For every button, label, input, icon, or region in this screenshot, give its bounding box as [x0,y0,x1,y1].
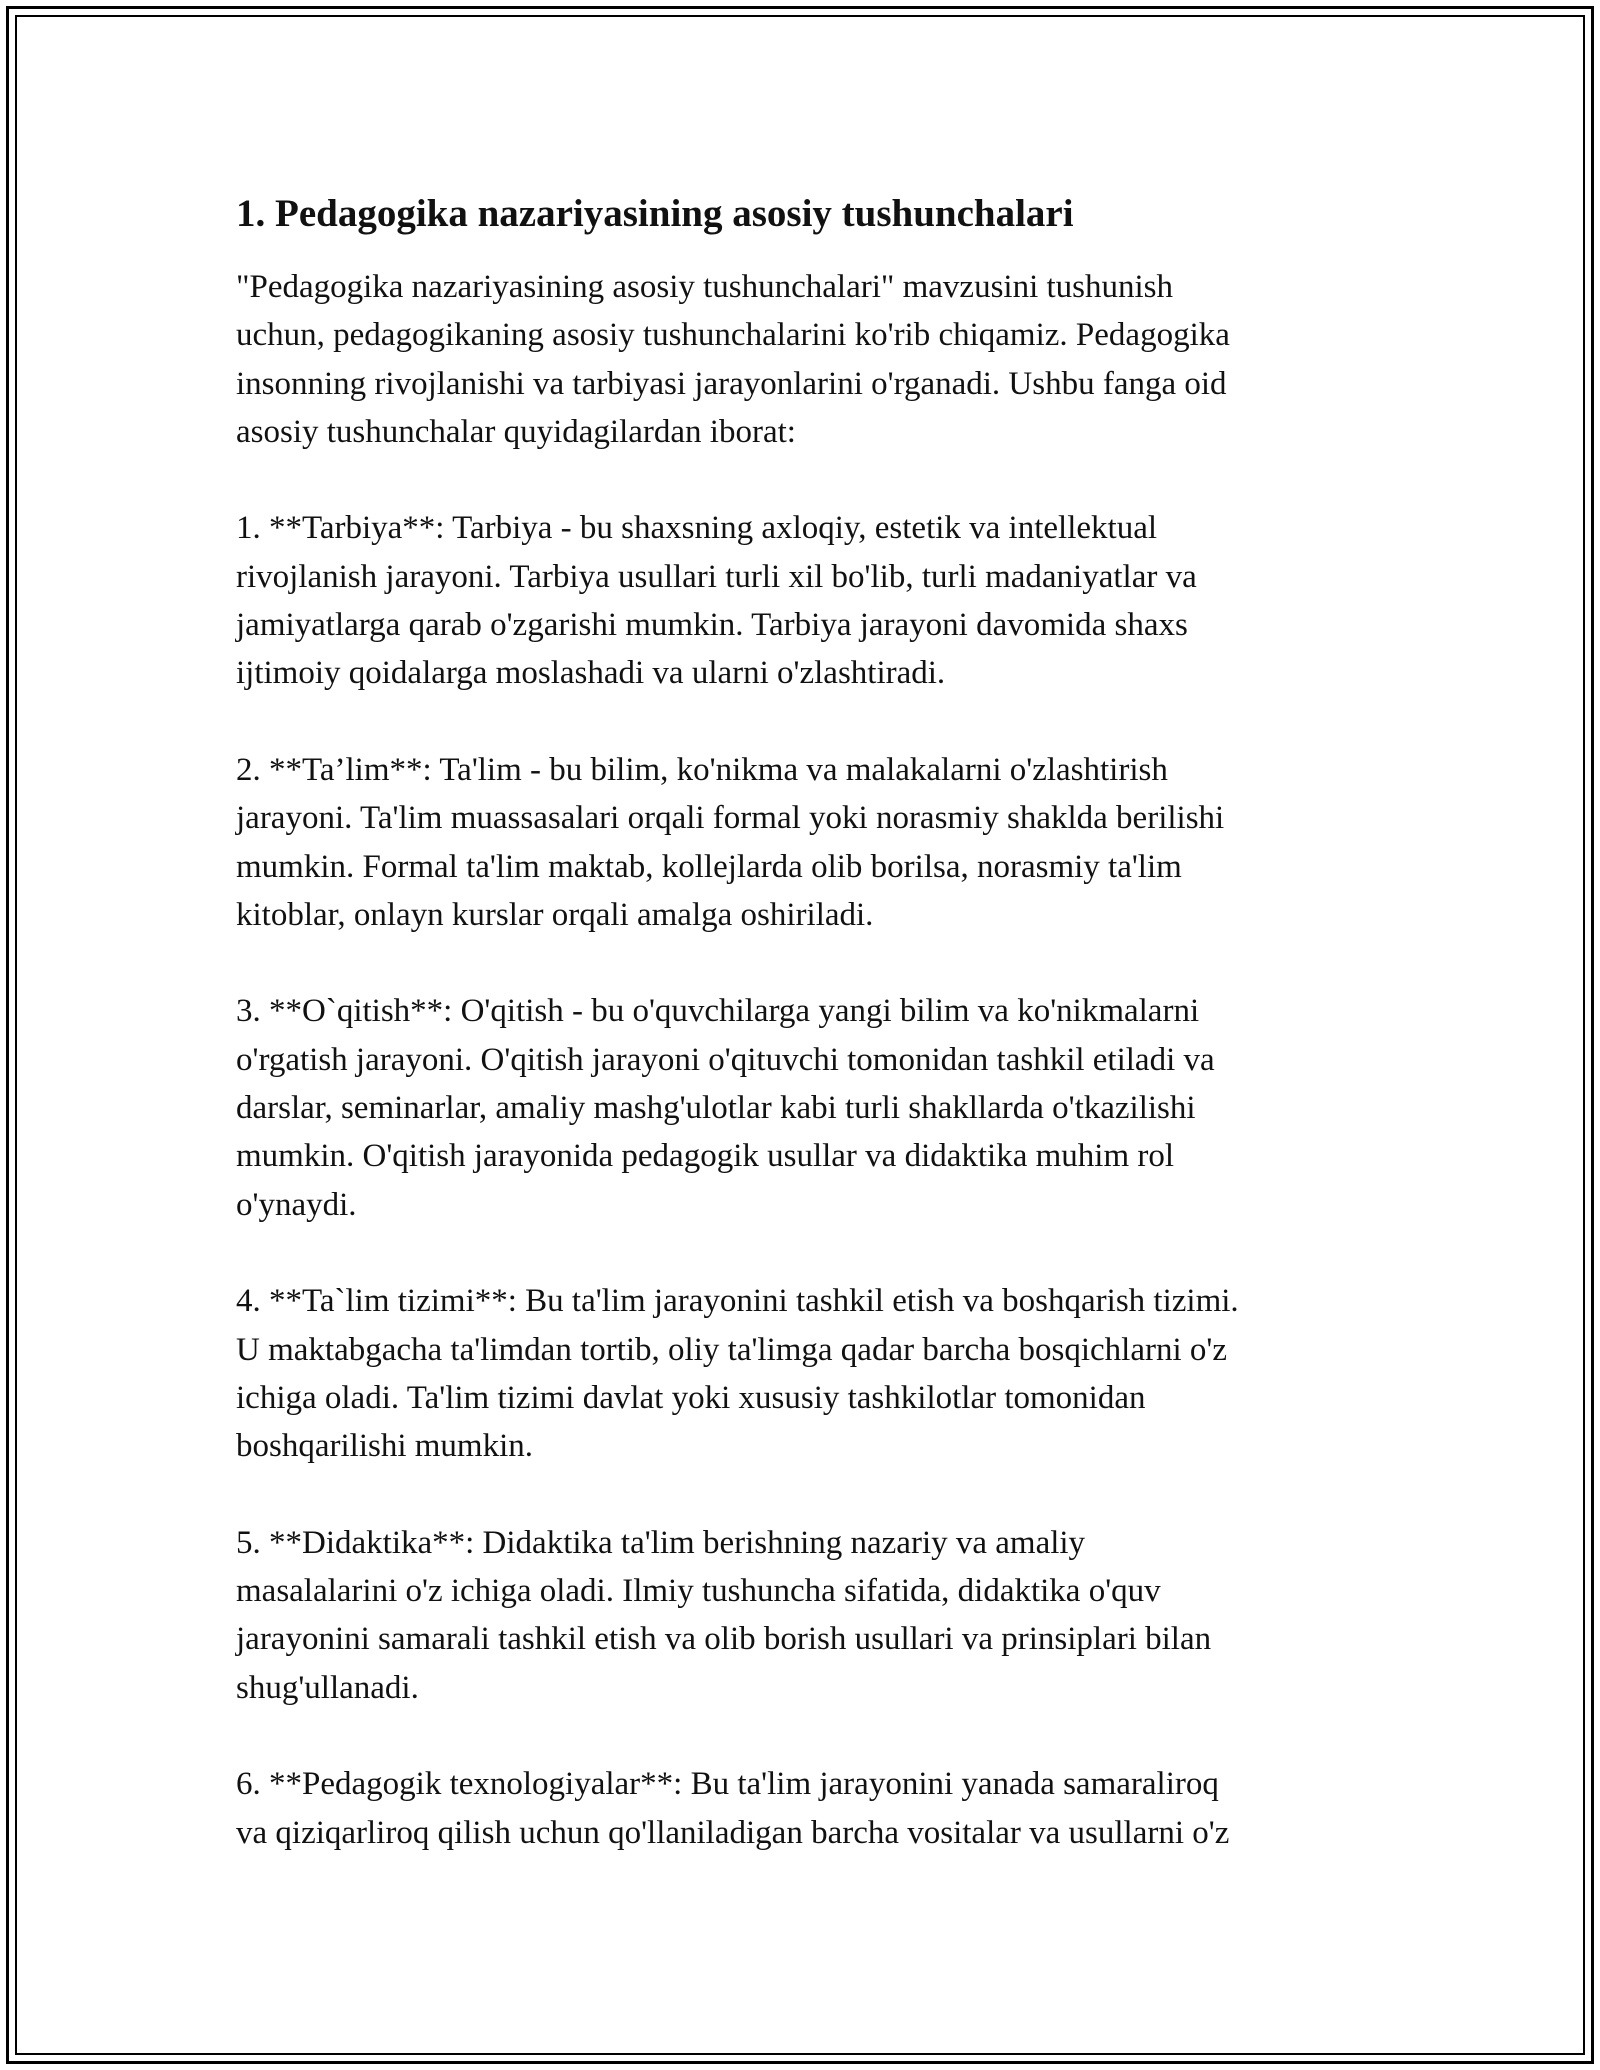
text-line: kitoblar, onlayn kurslar orqali amalga oshiriladi. [236,896,874,933]
text-line: masalalarini o'z ichiga oladi. Ilmiy tushuncha sifatida, didaktika o'quv [236,1573,1161,1610]
document-body [236,185,1366,1857]
text-line: darslar, seminarlar, amaliy mashg'ulotlar kabi turli shakllarda o'tkazilishi [236,1090,1196,1127]
paragraph-talim-tizimi [236,1277,1366,1470]
text-line: jarayoni. Ta'lim muassasalari orqali formal yoki norasmiy shaklda berilishi [236,800,1225,837]
document-title: 1. Pedagogika nazariyasining asosiy tushunchalari [236,192,1074,235]
intro-paragraph [236,263,1366,456]
text-line: jamiyatlarga qarab o'zgarishi mumkin. Tarbiya jarayoni davomida shaxs [236,607,1188,644]
paragraph-talim [236,746,1366,939]
text-line: 4. **Ta`lim tizimi**: Bu ta'lim jarayonini tashkil etish va boshqarish tizimi. [236,1283,1239,1320]
paragraph-pedagogik-texnologiyalar [236,1760,1366,1857]
text-line: o'ynaydi. [236,1186,357,1223]
text-line: ijtimoiy qoidalarga moslashadi va ularni o'zlashtiradi. [236,655,946,692]
paragraph-tarbiya [236,504,1366,697]
text-line: jarayonini samarali tashkil etish va olib borish usullari va prinsiplari bilan [236,1621,1212,1658]
text-line: 5. **Didaktika**: Didaktika ta'lim berishning nazariy va amaliy [236,1524,1086,1561]
text-line: boshqarilishi mumkin. [236,1428,533,1465]
text-line: shug'ullanadi. [236,1669,419,1706]
text-line: 6. **Pedagogik texnologiyalar**: Bu ta'lim jarayonini yanada samaraliroq [236,1766,1219,1803]
text-line: asosiy tushunchalar quyidagilardan iborat: [236,413,796,450]
text-line: 1. **Tarbiya**: Tarbiya - bu shaxsning axloqiy, estetik va intellektual [236,510,1158,547]
text-line: 3. **O`qitish**: O'qitish - bu o'quvchilarga yangi bilim va ko'nikmalarni [236,993,1200,1030]
paragraph-oqitish [236,987,1366,1228]
text-line: ichiga oladi. Ta'lim tizimi davlat yoki xususiy tashkilotlar tomonidan [236,1379,1146,1416]
text-line: 2. **Ta’lim**: Ta'lim - bu bilim, ko'nikma va malakalarni o'zlashtirish [236,751,1168,788]
text-line: o'rgatish jarayoni. O'qitish jarayoni o'qituvchi tomonidan tashkil etiladi va [236,1041,1215,1078]
text-line: va qiziqarliroq qilish uchun qo'llaniladigan barcha vositalar va usullarni o'z [236,1814,1230,1851]
text-line: mumkin. Formal ta'lim maktab, kollejlarda olib borilsa, norasmiy ta'lim [236,848,1182,885]
text-line: mumkin. O'qitish jarayonida pedagogik usullar va didaktika muhim rol [236,1138,1175,1175]
paragraph-didaktika [236,1519,1366,1712]
text-line: rivojlanish jarayoni. Tarbiya usullari turli xil bo'lib, turli madaniyatlar va [236,558,1197,595]
text-line: "Pedagogika nazariyasining asosiy tushunchalari" mavzusini tushunish [236,269,1174,305]
text-line: U maktabgacha ta'limdan tortib, oliy ta'limga qadar barcha bosqichlarni o'z [236,1331,1227,1368]
text-line: uchun, pedagogikaning asosiy tushunchalarini ko'rib chiqamiz. Pedagogika [236,317,1230,354]
text-line: insonning rivojlanishi va tarbiyasi jarayonlarini o'rganadi. Ushbu fanga oid [236,365,1227,402]
